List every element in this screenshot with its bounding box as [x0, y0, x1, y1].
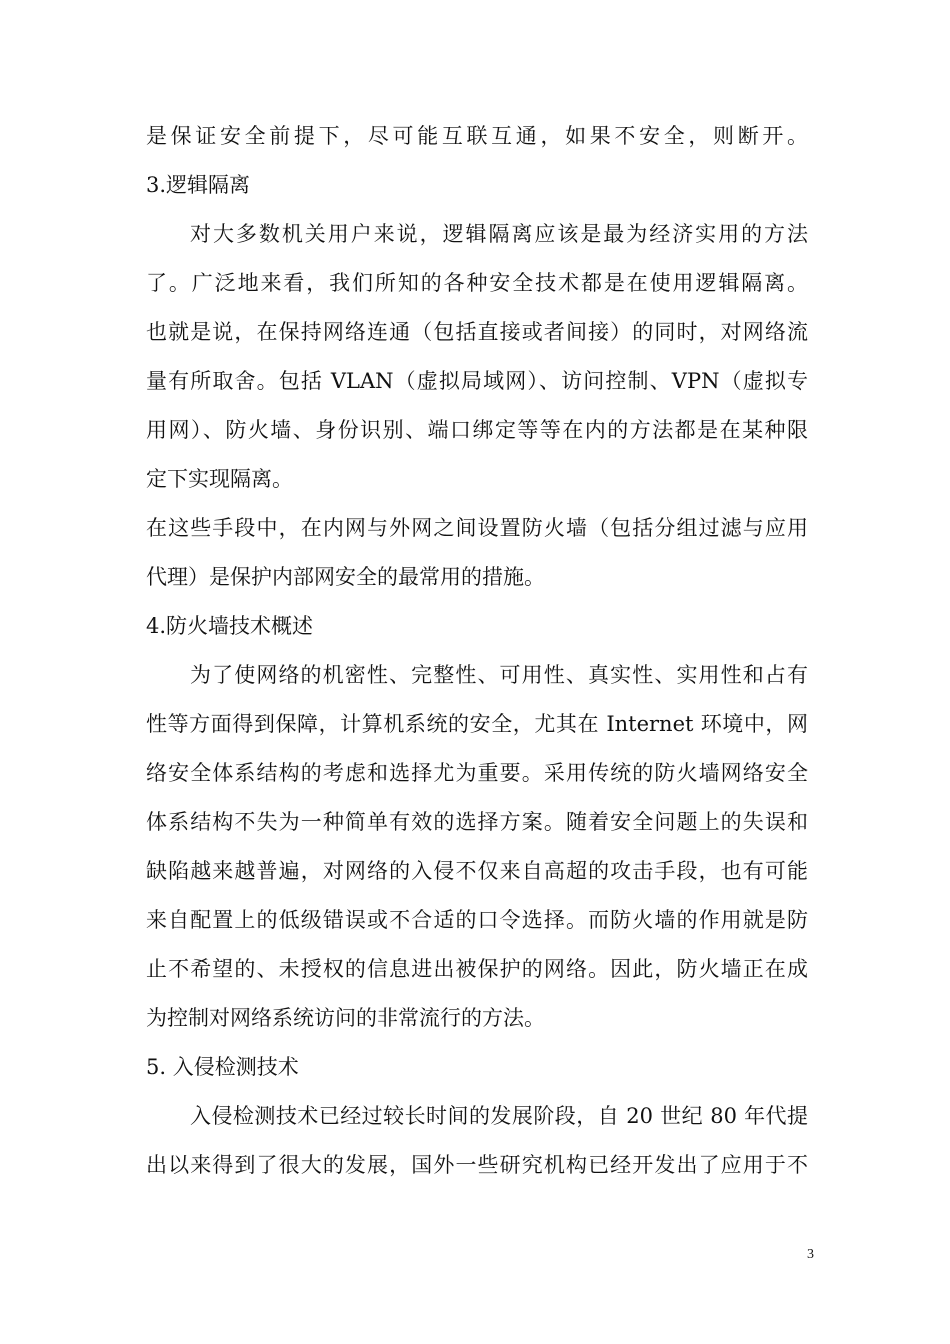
paragraph-line: 缺陷越来越普遍，对网络的入侵不仅来自高超的攻击手段，也有可能	[146, 859, 808, 883]
page-number: 3	[807, 1247, 814, 1262]
section-heading-intrusion-detection: 5. 入侵检测技术	[146, 1055, 299, 1079]
section-heading-firewall-overview: 4.防火墙技术概述	[146, 614, 314, 638]
paragraph-line: 出以来得到了很大的发展，国外一些研究机构已经开发出了应用于不	[146, 1153, 808, 1177]
paragraph-line: 了。广泛地来看，我们所知的各种安全技术都是在使用逻辑隔离。	[146, 271, 808, 295]
paragraph-line: 性等方面得到保障，计算机系统的安全，尤其在 Internet 环境中，网	[146, 712, 808, 736]
paragraph-line: 止不希望的、未授权的信息进出被保护的网络。因此，防火墙正在成	[146, 957, 808, 981]
section-heading-logical-isolation: 3.逻辑隔离	[146, 173, 251, 197]
paragraph-line: 对大多数机关用户来说，逻辑隔离应该是最为经济实用的方法	[190, 222, 808, 246]
paragraph-line: 在这些手段中，在内网与外网之间设置防火墙（包括分组过滤与应用	[146, 516, 808, 540]
paragraph-line: 入侵检测技术已经过较长时间的发展阶段，自 20 世纪 80 年代提	[190, 1104, 808, 1128]
document-body	[146, 112, 808, 1190]
paragraph-line: 为了使网络的机密性、完整性、可用性、真实性、实用性和占有	[190, 663, 808, 687]
paragraph-line: 来自配置上的低级错误或不合适的口令选择。而防火墙的作用就是防	[146, 908, 808, 932]
paragraph-line: 是保证安全前提下，尽可能互联互通，如果不安全，则断开。	[146, 124, 808, 148]
paragraph-line: 用网）、防火墙、身份识别、端口绑定等等在内的方法都是在某种限	[146, 418, 808, 442]
paragraph-line: 体系结构不失为一种简单有效的选择方案。随着安全问题上的失误和	[146, 810, 808, 834]
paragraph-line: 量有所取舍。包括 VLAN（虚拟局域网）、访问控制、VPN（虚拟专	[146, 369, 808, 393]
paragraph-line: 定下实现隔离。	[146, 467, 293, 491]
paragraph-line: 络安全体系结构的考虑和选择尤为重要。采用传统的防火墙网络安全	[146, 761, 808, 785]
paragraph-line: 为控制对网络系统访问的非常流行的方法。	[146, 1006, 545, 1030]
paragraph-line: 也就是说，在保持网络连通（包括直接或者间接）的同时，对网络流	[146, 320, 808, 344]
paragraph-line: 代理）是保护内部网安全的最常用的措施。	[146, 565, 545, 589]
